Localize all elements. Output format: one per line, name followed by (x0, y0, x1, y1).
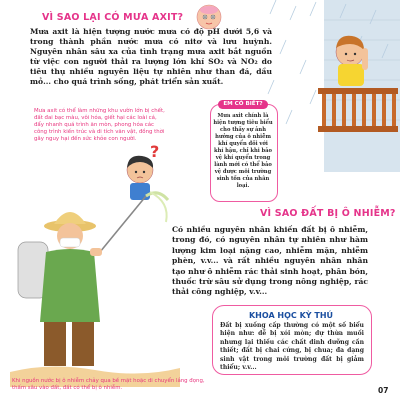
page-number: 07 (378, 386, 389, 395)
section-1-paragraph: Mưa axit là hiện tượng nước mưa có độ pH dưới 5,6 và trong thành phần nước mưa có nitơ và lưu huỳnh. Nguyên nhân sâu xa của tình trạng mưa axit bắt nguồn từ việc con người thải ra lượng lớn khí SO₂ và NO₂ do tiêu thụ nhiều nguyên liệu tự nhiên như than đá, dầu mỏ... cho quá trình sống, phát triển sản xuất. (30, 27, 272, 87)
section-1-caption: Mưa axit có thể làm những khu vườn lớn bị chết, đất đai bạc màu, vôi hóa, giết hại các loài cá, đẩy nhanh quá trình ăn mòn, phong hóa các công trình kiến trúc và di tích văn vật, đồng thời gây nguy hại đến sức khỏe con người. (34, 108, 165, 143)
sprayer-man-illustration (10, 182, 180, 387)
section-2-heading: VÌ SAO ĐẤT BỊ Ô NHIỄM? (260, 208, 396, 219)
section-1-heading: VÌ SAO LẠI CÓ MƯA AXIT? (42, 12, 184, 23)
section-2-paragraph: Có nhiều nguyên nhân khiến đất bị ô nhiễm, trong đó, có nguyên nhân tự nhiên như hàm lượng kim loại nặng cao, nhiễm mặn, nhiễm phèn, v.v... và rất nhiều nguyên nhân nhân tạo như ô nhiễm rác thải sinh hoạt, phân bón, thuốc trừ sâu sử dụng trong nông nghiệp, rác thải công nghiệp, v.v... (172, 225, 368, 297)
question-mark: ? (150, 142, 160, 161)
rain-balcony-illustration (266, 0, 400, 172)
did-you-know-text: Mưa axit chính là hiện tượng tiêu biểu cho thấy sự ảnh hưởng của ô nhiễm khí quyển đối với khí hậu, chỉ khi bảo vệ khí quyển trong lành mới có thể bảo vệ được môi trường sinh tồn của nhân loại. (213, 113, 273, 189)
science-box-text: Đất bị xuống cấp thường có một số biểu hiện như: dễ bị xói mòn; dự thừa muối nhưng lại thiếu các chất dinh dưỡng cần thiết; đất bị chai cứng, bị chua; đa dạng sinh vật trong môi trường đất bị giảm thiểu; v.v... (220, 322, 364, 372)
did-you-know-label: EM CÓ BIẾT? (218, 100, 268, 109)
section-2-caption: Khi nguồn nước bị ô nhiễm chảy qua bề mặt hoặc di chuyển lắng đọng, thấm sâu vào đất, đất có thể bị ô nhiễm. (12, 378, 205, 392)
science-box-title: KHOA HỌC KỲ THÚ (248, 311, 334, 320)
